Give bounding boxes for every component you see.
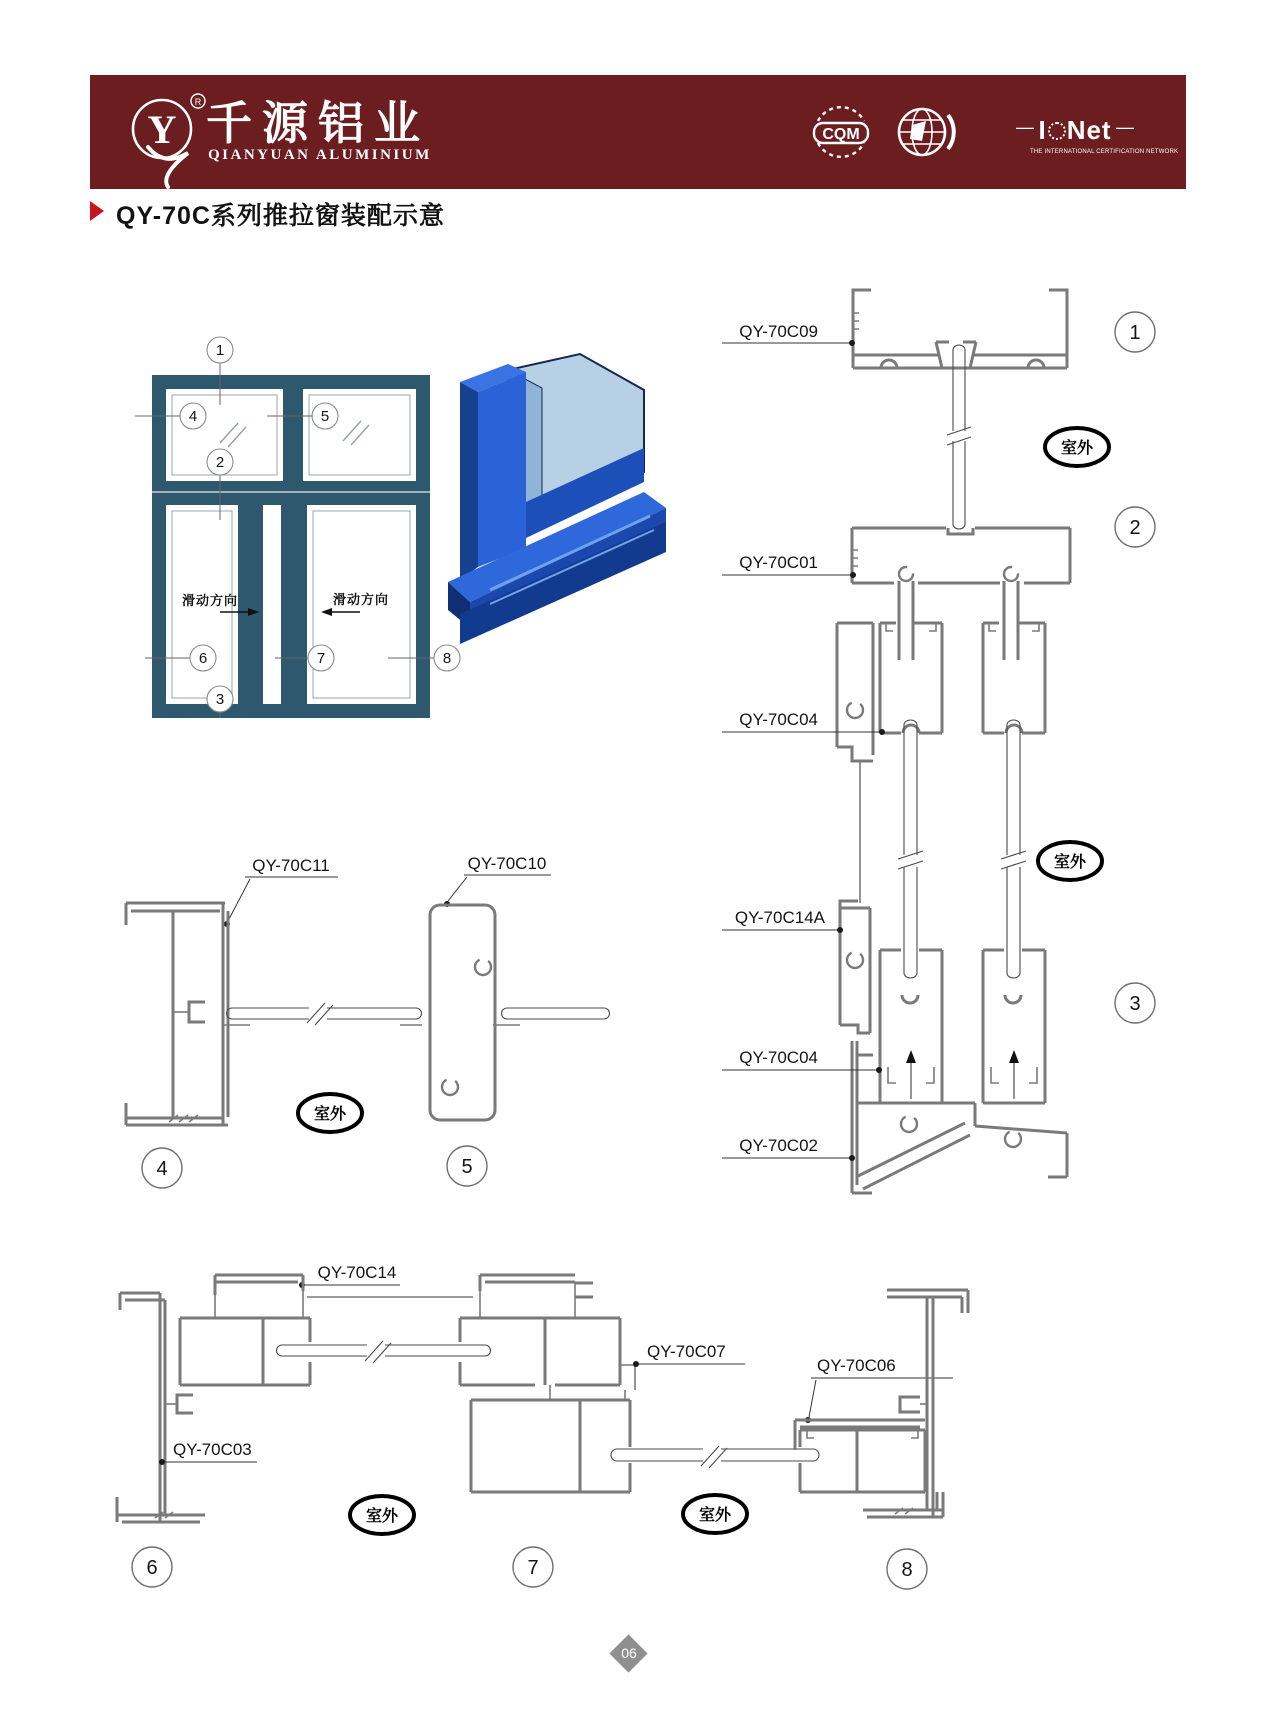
sliding-glass-right bbox=[611, 1446, 819, 1468]
iqnet-dash-right: — bbox=[1116, 117, 1135, 137]
callout-number: 2 bbox=[215, 454, 225, 471]
profile-qy70c14a bbox=[840, 761, 870, 1033]
fixed-glass-left bbox=[227, 1003, 422, 1025]
brand-name-en: QIANYUAN ALUMINIUM bbox=[208, 147, 432, 163]
outdoor-stamp bbox=[298, 1094, 362, 1132]
page-number: 06 bbox=[621, 1645, 637, 1661]
outdoor-stamp bbox=[1045, 428, 1109, 466]
svg-text:QY-70C07: QY-70C07 bbox=[647, 1342, 726, 1361]
svg-text:QY-70C09: QY-70C09 bbox=[739, 322, 818, 341]
meeting-stiles bbox=[460, 1275, 635, 1492]
svg-text:室外: 室外 bbox=[313, 1106, 347, 1123]
section-view-horizontal-top bbox=[95, 845, 645, 1190]
label-qy70c11 bbox=[224, 856, 338, 927]
svg-text:QY-70C02: QY-70C02 bbox=[739, 1136, 818, 1155]
svg-text:室外: 室外 bbox=[1060, 440, 1094, 457]
svg-text:QY-70C06: QY-70C06 bbox=[817, 1356, 896, 1375]
iso-globe-icon bbox=[892, 97, 958, 167]
svg-text:7: 7 bbox=[527, 1557, 539, 1579]
fixed-glass-pane bbox=[947, 345, 971, 529]
profile-qy70c04-upper bbox=[837, 623, 873, 761]
callout-3 bbox=[207, 686, 233, 712]
iqnet-logo bbox=[1016, 115, 1134, 146]
iqnet-dash-left: — bbox=[1016, 117, 1034, 137]
cqm-cert-icon bbox=[806, 97, 876, 167]
svg-text:QY-70C04: QY-70C04 bbox=[739, 1048, 818, 1067]
section-view-vertical bbox=[630, 255, 1170, 1215]
certification-logos bbox=[806, 93, 1179, 173]
label-qy70c04-upper bbox=[722, 710, 885, 735]
svg-text:室外: 室外 bbox=[1053, 854, 1087, 871]
label-qy70c10 bbox=[444, 854, 551, 907]
callout-4 bbox=[180, 403, 206, 429]
label-qy70c14a bbox=[722, 908, 843, 933]
section-callout-3 bbox=[1115, 983, 1155, 1023]
brand-logo-icon bbox=[118, 83, 218, 187]
brand-name-cn: 千源铝业 bbox=[206, 97, 430, 149]
logo-letter: Y bbox=[147, 107, 177, 152]
svg-text:QY-70C14: QY-70C14 bbox=[317, 1263, 397, 1282]
svg-text:8: 8 bbox=[901, 1559, 913, 1581]
slide-direction-label: 滑动方向 bbox=[181, 593, 239, 608]
callout-number: 6 bbox=[198, 650, 208, 667]
label-qy70c14 bbox=[299, 1263, 400, 1288]
svg-text:QY-70C03: QY-70C03 bbox=[173, 1440, 252, 1459]
label-qy70c06 bbox=[805, 1356, 953, 1423]
section-callout-1 bbox=[1115, 312, 1155, 352]
callout-1 bbox=[207, 337, 233, 363]
section-title-text: QY-70C系列推拉窗装配示意 bbox=[116, 202, 445, 230]
slide-direction-label: 滑动方向 bbox=[332, 592, 390, 607]
svg-text:5: 5 bbox=[461, 1156, 473, 1178]
page-number-badge bbox=[610, 1635, 648, 1673]
sliding-glass-panes bbox=[898, 720, 1026, 978]
callout-number: 1 bbox=[215, 342, 225, 359]
profile-qy70c09 bbox=[853, 290, 1067, 368]
section-callout-8 bbox=[887, 1549, 927, 1589]
svg-text:3: 3 bbox=[1129, 993, 1141, 1015]
svg-text:室外: 室外 bbox=[365, 1508, 399, 1525]
outdoor-stamp bbox=[683, 1495, 747, 1533]
callout-number: 5 bbox=[320, 408, 330, 425]
svg-text:QY-70C10: QY-70C10 bbox=[467, 854, 547, 873]
svg-text:QY-70C04: QY-70C04 bbox=[739, 710, 818, 729]
label-qy70c03 bbox=[159, 1440, 257, 1465]
fixed-glass-right bbox=[502, 1008, 610, 1019]
section-callout-6 bbox=[132, 1547, 172, 1587]
sash-top-rails bbox=[880, 623, 1045, 733]
iqnet-tagline: THE INTERNATIONAL CERTIFICATION NETWORK bbox=[1030, 149, 1179, 155]
svg-text:1: 1 bbox=[1129, 322, 1141, 344]
svg-text:4: 4 bbox=[156, 1158, 168, 1180]
iqnet-net: Net bbox=[1066, 115, 1112, 145]
profile-qy70c01 bbox=[852, 528, 1070, 660]
iqnet-i: I bbox=[1038, 115, 1047, 145]
title-marker-icon bbox=[90, 201, 104, 221]
section-callout-4 bbox=[142, 1148, 182, 1188]
callout-2 bbox=[207, 449, 233, 475]
callout-5 bbox=[312, 403, 338, 429]
svg-text:室外: 室外 bbox=[698, 1507, 732, 1524]
outdoor-stamp bbox=[350, 1496, 414, 1534]
profile-qy70c10 bbox=[430, 905, 495, 1120]
label-qy70c09 bbox=[722, 322, 855, 346]
cqm-label: CQM bbox=[822, 126, 860, 143]
svg-text:2: 2 bbox=[1129, 517, 1141, 539]
registered-mark: R bbox=[194, 97, 202, 107]
profile-qy70c03 bbox=[117, 1293, 205, 1522]
callout-6 bbox=[190, 645, 216, 671]
svg-text:QY-70C14A: QY-70C14A bbox=[734, 908, 825, 927]
section-callout-5 bbox=[447, 1146, 487, 1186]
window-elevation-diagram bbox=[130, 335, 470, 727]
sash-stile-left bbox=[180, 1275, 310, 1385]
callout-number: 8 bbox=[442, 650, 452, 667]
callout-number: 4 bbox=[188, 408, 198, 425]
callout-number: 3 bbox=[215, 691, 225, 708]
profile-qy70c11 bbox=[126, 903, 228, 1125]
section-view-horizontal-bottom bbox=[95, 1185, 1185, 1605]
label-qy70c02 bbox=[722, 1136, 855, 1161]
label-qy70c01 bbox=[722, 553, 856, 578]
svg-text:QY-70C01: QY-70C01 bbox=[739, 553, 818, 572]
sliding-glass-left bbox=[277, 1341, 491, 1363]
label-qy70c07 bbox=[633, 1342, 745, 1367]
profile-right-jamb bbox=[863, 1290, 968, 1517]
outdoor-stamp bbox=[1038, 842, 1102, 880]
section-callout-2 bbox=[1115, 507, 1155, 547]
profile-qy70c02 bbox=[852, 1041, 1067, 1193]
section-callout-7 bbox=[513, 1547, 553, 1587]
svg-text:QY-70C11: QY-70C11 bbox=[252, 856, 330, 875]
iqnet-q-icon bbox=[1048, 122, 1066, 140]
callout-number: 7 bbox=[316, 650, 326, 667]
sash-stile-right bbox=[795, 1420, 925, 1492]
svg-text:6: 6 bbox=[146, 1557, 158, 1579]
callout-7 bbox=[308, 645, 334, 671]
header-banner bbox=[90, 75, 1186, 189]
